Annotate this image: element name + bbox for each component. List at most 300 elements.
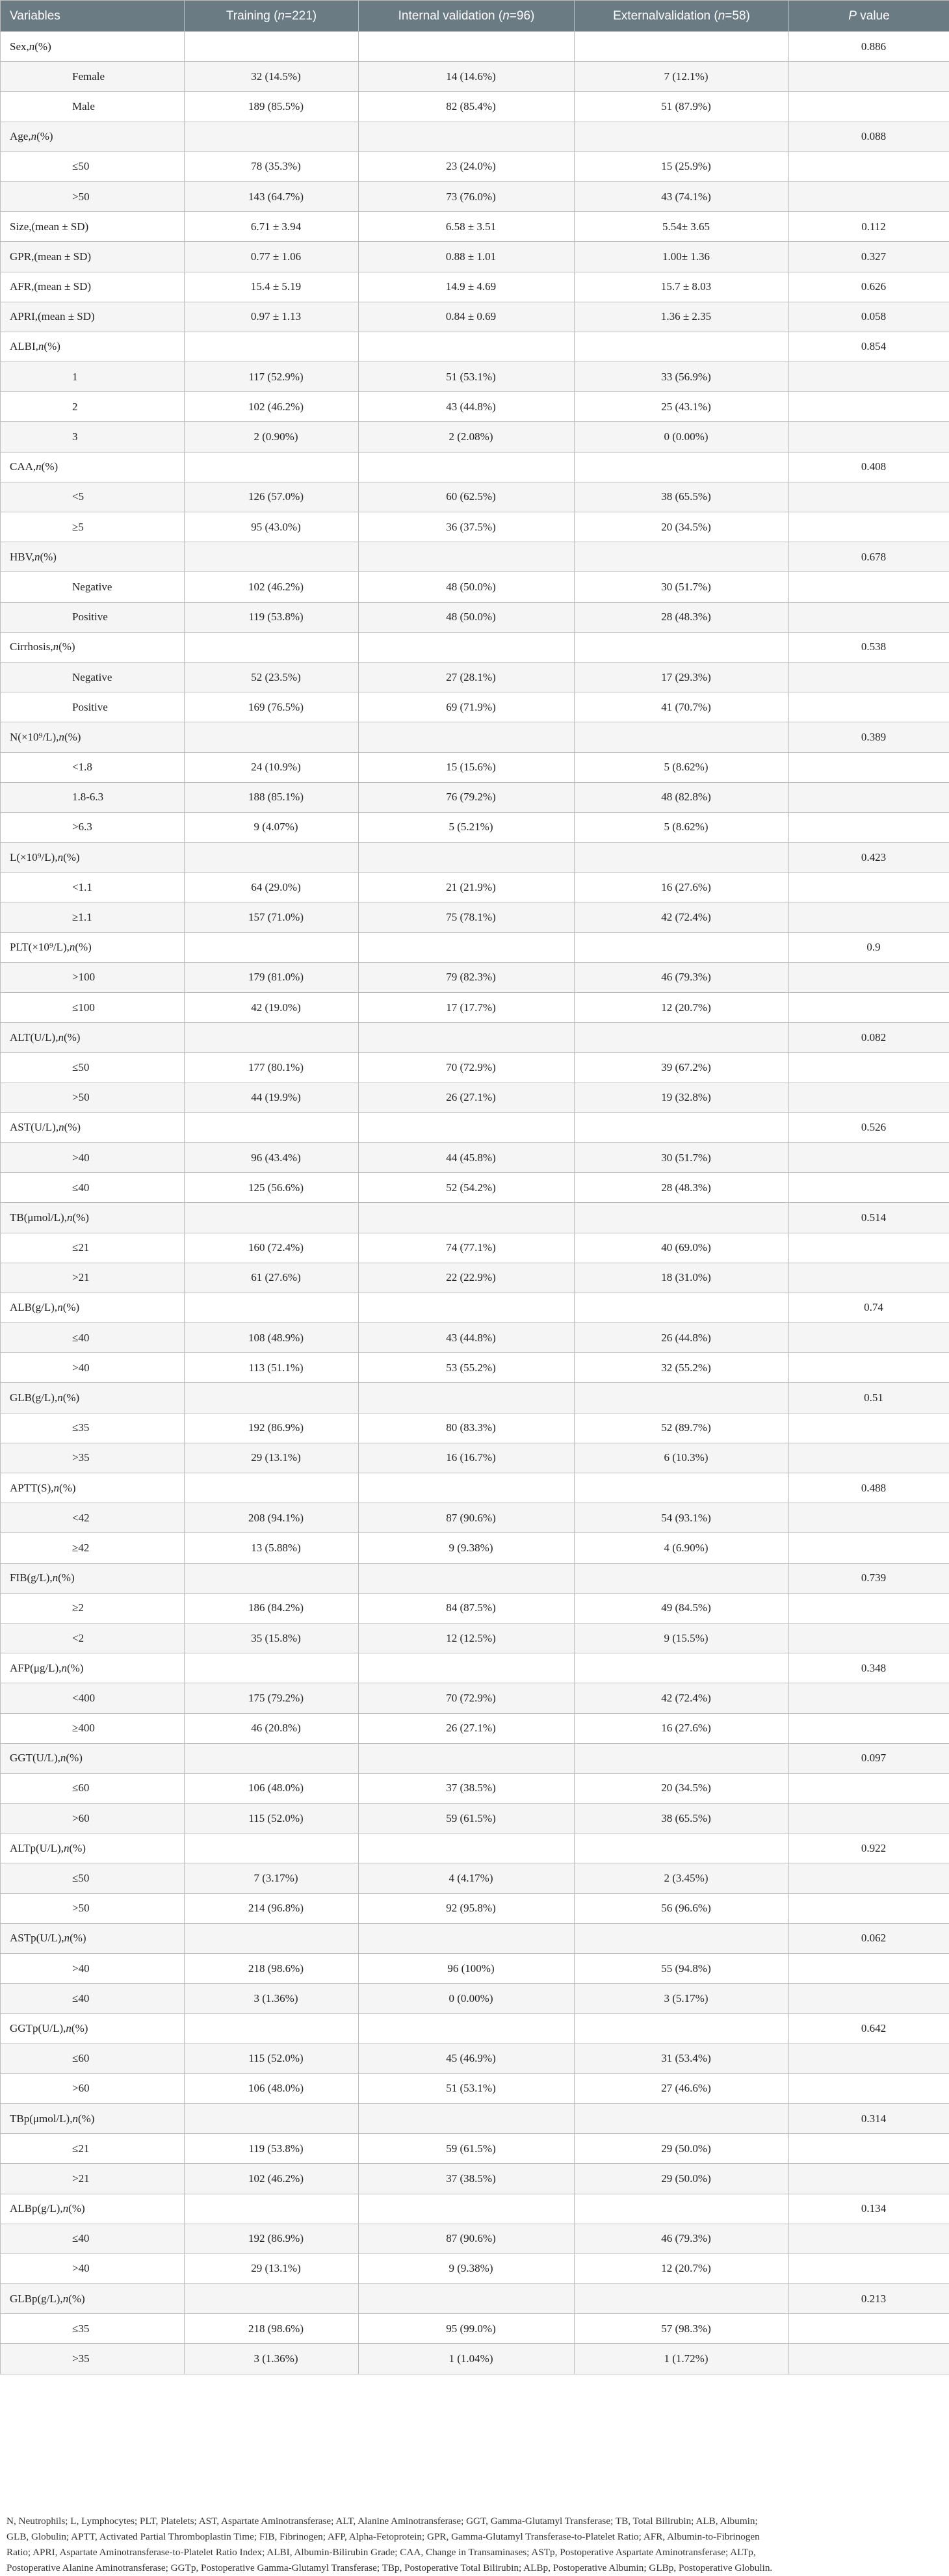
training-cell (185, 1383, 359, 1413)
table-row (1, 2284, 949, 2314)
variable-cell: Size,(mean ± SD) (1, 212, 185, 242)
p-value-cell: 0.408 (789, 452, 949, 482)
p-value-cell (789, 572, 949, 602)
internal-validation-cell: 23 (24.0%) (359, 151, 575, 181)
training-cell: 32 (14.5%) (185, 62, 359, 92)
table-subrow (1, 1413, 949, 1443)
variable-cell: >6.3 (1, 812, 185, 842)
p-value-cell: 0.514 (789, 1203, 949, 1233)
table-row (1, 452, 949, 482)
internal-validation-cell (359, 843, 575, 873)
internal-validation-cell: 87 (90.6%) (359, 2224, 575, 2254)
table-row (1, 1833, 949, 1863)
internal-validation-cell: 16 (16.7%) (359, 1443, 575, 1473)
training-cell: 188 (85.1%) (185, 782, 359, 812)
variable-cell: ≤40 (1, 2224, 185, 2254)
internal-validation-cell (359, 932, 575, 962)
variable-cell: ≥1.1 (1, 902, 185, 932)
training-cell (185, 1833, 359, 1863)
internal-validation-cell (359, 1563, 575, 1593)
training-cell: 192 (86.9%) (185, 2224, 359, 2254)
internal-validation-cell: 4 (4.17%) (359, 1863, 575, 1893)
table-subrow (1, 1353, 949, 1383)
training-cell (185, 452, 359, 482)
external-validation-cell (575, 932, 789, 962)
external-validation-cell (575, 1112, 789, 1142)
p-value-cell (789, 1323, 949, 1353)
internal-validation-cell (359, 1023, 575, 1053)
table-row (1, 1023, 949, 1053)
training-cell (185, 32, 359, 62)
training-cell (185, 2194, 359, 2224)
variable-cell: ≤100 (1, 993, 185, 1023)
internal-validation-cell: 0 (0.00%) (359, 1984, 575, 2014)
variable-cell: >100 (1, 962, 185, 992)
variable-cell: ALB(g/L),n(%) (1, 1293, 185, 1322)
table-subrow (1, 1773, 949, 1803)
p-value-cell: 0.922 (789, 1833, 949, 1863)
internal-validation-cell: 26 (27.1%) (359, 1713, 575, 1743)
training-cell: 44 (19.9%) (185, 1083, 359, 1112)
internal-validation-cell: 51 (53.1%) (359, 2073, 575, 2103)
p-value-cell (789, 422, 949, 452)
training-cell (185, 1203, 359, 1233)
internal-validation-cell: 6.58 ± 3.51 (359, 212, 575, 242)
internal-validation-cell: 14 (14.6%) (359, 62, 575, 92)
internal-validation-cell: 44 (45.8%) (359, 1142, 575, 1172)
table-subrow (1, 692, 949, 722)
training-cell: 102 (46.2%) (185, 572, 359, 602)
external-validation-cell: 41 (70.7%) (575, 692, 789, 722)
p-value-cell: 0.058 (789, 302, 949, 332)
table-row (1, 122, 949, 151)
variable-cell: >60 (1, 1804, 185, 1833)
table-subrow (1, 1804, 949, 1833)
table-subrow (1, 1083, 949, 1112)
training-cell: 117 (52.9%) (185, 362, 359, 392)
external-validation-cell: 30 (51.7%) (575, 1142, 789, 1172)
external-validation-cell: 33 (56.9%) (575, 362, 789, 392)
external-validation-cell: 15.7 ± 8.03 (575, 272, 789, 302)
training-cell (185, 1112, 359, 1142)
table-row (1, 1923, 949, 1953)
external-validation-cell: 4 (6.90%) (575, 1533, 789, 1563)
external-validation-cell: 1 (1.72%) (575, 2344, 789, 2374)
variable-cell: 2 (1, 392, 185, 422)
table-subrow (1, 662, 949, 692)
variable-cell: ALBI,n(%) (1, 332, 185, 361)
p-value-cell (789, 1713, 949, 1743)
internal-validation-cell: 9 (9.38%) (359, 2254, 575, 2283)
table-subrow (1, 2134, 949, 2164)
variable-cell: 1 (1, 362, 185, 392)
p-value-cell (789, 1083, 949, 1112)
p-value-cell (789, 1773, 949, 1803)
training-cell (185, 332, 359, 361)
variable-cell: 3 (1, 422, 185, 452)
external-validation-cell (575, 332, 789, 361)
table-subrow (1, 2224, 949, 2254)
training-cell (185, 632, 359, 662)
internal-validation-cell (359, 1203, 575, 1233)
p-value-cell: 0.213 (789, 2284, 949, 2314)
variable-cell: APRI,(mean ± SD) (1, 302, 185, 332)
training-cell (185, 843, 359, 873)
table-subrow (1, 62, 949, 92)
training-cell: 95 (43.0%) (185, 512, 359, 542)
internal-validation-cell (359, 2103, 575, 2133)
table-row (1, 242, 949, 272)
external-validation-cell: 18 (31.0%) (575, 1263, 789, 1293)
p-value-cell (789, 1863, 949, 1893)
training-cell: 186 (84.2%) (185, 1593, 359, 1623)
internal-validation-cell: 87 (90.6%) (359, 1503, 575, 1533)
variable-cell: >40 (1, 1954, 185, 1984)
variable-cell: GLB(g/L),n(%) (1, 1383, 185, 1413)
variable-cell: ≥42 (1, 1533, 185, 1563)
variable-cell: ALT(U/L),n(%) (1, 1023, 185, 1053)
variable-cell: >35 (1, 1443, 185, 1473)
internal-validation-cell (359, 632, 575, 662)
header-training: Training (n=221) (185, 1, 359, 32)
table-subrow (1, 2254, 949, 2283)
p-value-cell (789, 752, 949, 782)
p-value-cell: 0.739 (789, 1563, 949, 1593)
p-value-cell (789, 1173, 949, 1203)
external-validation-cell: 0 (0.00%) (575, 422, 789, 452)
internal-validation-cell: 73 (76.0%) (359, 181, 575, 211)
table-subrow (1, 362, 949, 392)
internal-validation-cell (359, 2014, 575, 2044)
training-cell: 2 (0.90%) (185, 422, 359, 452)
p-value-cell (789, 1263, 949, 1293)
internal-validation-cell (359, 2284, 575, 2314)
table-row (1, 2014, 949, 2044)
internal-validation-cell: 53 (55.2%) (359, 1353, 575, 1383)
table-subrow (1, 2164, 949, 2194)
variable-cell: Negative (1, 572, 185, 602)
table-subrow (1, 1323, 949, 1353)
internal-validation-cell: 15 (15.6%) (359, 752, 575, 782)
training-cell: 126 (57.0%) (185, 482, 359, 512)
training-cell (185, 1923, 359, 1953)
variable-cell: Age,n(%) (1, 122, 185, 151)
p-value-cell: 0.112 (789, 212, 949, 242)
external-validation-cell: 29 (50.0%) (575, 2134, 789, 2164)
p-value-cell (789, 1443, 949, 1473)
p-value-cell (789, 1503, 949, 1533)
external-validation-cell: 46 (79.3%) (575, 2224, 789, 2254)
training-cell (185, 1293, 359, 1322)
external-validation-cell (575, 542, 789, 572)
training-cell: 169 (76.5%) (185, 692, 359, 722)
training-cell: 214 (96.8%) (185, 1893, 359, 1923)
training-cell: 9 (4.07%) (185, 812, 359, 842)
internal-validation-cell (359, 1923, 575, 1953)
header-external-validation: Externalvalidation (n=58) (575, 1, 789, 32)
table-row (1, 1473, 949, 1503)
p-value-cell (789, 512, 949, 542)
training-cell: 96 (43.4%) (185, 1142, 359, 1172)
table-row (1, 1383, 949, 1413)
footnote-line: N, Neutrophils; L, Lymphocytes; PLT, Platelets; AST, Aspartate Aminotransferase; ALT, Alanine Aminotransferase; GGT, Gamma-Glutamyl Transferase; TB, Total Bilirubin; ALB, Albumin; (6, 2514, 942, 2529)
variable-cell: ≤50 (1, 151, 185, 181)
p-value-cell: 0.526 (789, 1112, 949, 1142)
external-validation-cell: 42 (72.4%) (575, 902, 789, 932)
p-value-cell: 0.9 (789, 932, 949, 962)
training-cell: 102 (46.2%) (185, 2164, 359, 2194)
variable-cell: GLBp(g/L),n(%) (1, 2284, 185, 2314)
table-row (1, 1743, 949, 1773)
external-validation-cell: 25 (43.1%) (575, 392, 789, 422)
internal-validation-cell (359, 1112, 575, 1142)
p-value-cell: 0.423 (789, 843, 949, 873)
internal-validation-cell: 48 (50.0%) (359, 572, 575, 602)
p-value-cell (789, 1053, 949, 1083)
table-subrow (1, 1984, 949, 2014)
p-value-cell (789, 362, 949, 392)
external-validation-cell: 15 (25.9%) (575, 151, 789, 181)
external-validation-cell: 52 (89.7%) (575, 1413, 789, 1443)
training-cell: 218 (98.6%) (185, 2314, 359, 2344)
internal-validation-cell (359, 1833, 575, 1863)
p-value-cell: 0.314 (789, 2103, 949, 2133)
internal-validation-cell: 43 (44.8%) (359, 392, 575, 422)
external-validation-cell (575, 1023, 789, 1053)
table-row (1, 212, 949, 242)
variable-cell: TBp(μmol/L),n(%) (1, 2103, 185, 2133)
p-value-cell (789, 2073, 949, 2103)
external-validation-cell: 40 (69.0%) (575, 1233, 789, 1263)
table-subrow (1, 1893, 949, 1923)
table-row (1, 1112, 949, 1142)
internal-validation-cell: 48 (50.0%) (359, 602, 575, 632)
internal-validation-cell (359, 1743, 575, 1773)
table-subrow (1, 1263, 949, 1293)
variable-cell: CAA,n(%) (1, 452, 185, 482)
external-validation-cell: 28 (48.3%) (575, 602, 789, 632)
internal-validation-cell: 36 (37.5%) (359, 512, 575, 542)
p-value-cell (789, 2224, 949, 2254)
external-validation-cell (575, 1653, 789, 1683)
internal-validation-cell: 76 (79.2%) (359, 782, 575, 812)
external-validation-cell: 1.00± 1.36 (575, 242, 789, 272)
external-validation-cell: 5.54± 3.65 (575, 212, 789, 242)
internal-validation-cell: 92 (95.8%) (359, 1893, 575, 1923)
p-value-cell (789, 873, 949, 902)
p-value-cell (789, 482, 949, 512)
table-subrow (1, 873, 949, 902)
internal-validation-cell (359, 332, 575, 361)
external-validation-cell: 5 (8.62%) (575, 812, 789, 842)
table-row (1, 32, 949, 62)
training-cell: 61 (27.6%) (185, 1263, 359, 1293)
internal-validation-cell: 21 (21.9%) (359, 873, 575, 902)
p-value-cell (789, 662, 949, 692)
variable-cell: >21 (1, 2164, 185, 2194)
header-p-value: P value (789, 1, 949, 32)
table-subrow (1, 392, 949, 422)
internal-validation-cell: 51 (53.1%) (359, 362, 575, 392)
p-value-cell (789, 2254, 949, 2283)
p-value-cell (789, 1142, 949, 1172)
training-cell: 46 (20.8%) (185, 1713, 359, 1743)
training-cell: 29 (13.1%) (185, 1443, 359, 1473)
table-row (1, 1653, 949, 1683)
external-validation-cell: 1.36 ± 2.35 (575, 302, 789, 332)
variable-cell: ≤50 (1, 1053, 185, 1083)
variable-cell: >35 (1, 2344, 185, 2374)
variable-cell: ALTp(U/L),n(%) (1, 1833, 185, 1863)
training-cell: 125 (56.6%) (185, 1173, 359, 1203)
table-row (1, 722, 949, 752)
external-validation-cell: 38 (65.5%) (575, 1804, 789, 1833)
p-value-cell (789, 692, 949, 722)
external-validation-cell: 9 (15.5%) (575, 1623, 789, 1653)
p-value-cell: 0.642 (789, 2014, 949, 2044)
internal-validation-cell: 17 (17.7%) (359, 993, 575, 1023)
training-cell (185, 122, 359, 151)
table-subrow (1, 151, 949, 181)
variable-cell: GGT(U/L),n(%) (1, 1743, 185, 1773)
variable-cell: >40 (1, 2254, 185, 2283)
variable-cell: >60 (1, 2073, 185, 2103)
p-value-cell (789, 392, 949, 422)
training-cell: 0.77 ± 1.06 (185, 242, 359, 272)
internal-validation-cell: 45 (46.9%) (359, 2044, 575, 2073)
variable-cell: >50 (1, 1893, 185, 1923)
variable-cell: ≤40 (1, 1984, 185, 2014)
table-row (1, 1293, 949, 1322)
training-cell: 42 (19.0%) (185, 993, 359, 1023)
p-value-cell (789, 1233, 949, 1263)
p-value-cell: 0.854 (789, 332, 949, 361)
training-cell (185, 722, 359, 752)
internal-validation-cell: 84 (87.5%) (359, 1593, 575, 1623)
internal-validation-cell (359, 1293, 575, 1322)
p-value-cell: 0.678 (789, 542, 949, 572)
external-validation-cell: 20 (34.5%) (575, 512, 789, 542)
external-validation-cell (575, 2103, 789, 2133)
variable-cell: Male (1, 92, 185, 122)
training-cell: 102 (46.2%) (185, 392, 359, 422)
external-validation-cell (575, 452, 789, 482)
training-cell: 13 (5.88%) (185, 1533, 359, 1563)
internal-validation-cell (359, 722, 575, 752)
p-value-cell: 0.062 (789, 1923, 949, 1953)
external-validation-cell (575, 32, 789, 62)
variable-cell: ≤35 (1, 1413, 185, 1443)
external-validation-cell: 49 (84.5%) (575, 1593, 789, 1623)
table-subrow (1, 1863, 949, 1893)
external-validation-cell (575, 843, 789, 873)
variable-cell: ALBp(g/L),n(%) (1, 2194, 185, 2224)
training-cell (185, 1743, 359, 1773)
variable-cell: <2 (1, 1623, 185, 1653)
table-subrow (1, 1173, 949, 1203)
variable-cell: <42 (1, 1503, 185, 1533)
variable-cell: PLT(×10⁹/L),n(%) (1, 932, 185, 962)
variable-cell: >40 (1, 1142, 185, 1172)
variable-cell: <400 (1, 1683, 185, 1713)
external-validation-cell: 17 (29.3%) (575, 662, 789, 692)
p-value-cell: 0.626 (789, 272, 949, 302)
training-cell: 7 (3.17%) (185, 1863, 359, 1893)
training-cell: 175 (79.2%) (185, 1683, 359, 1713)
external-validation-cell (575, 1293, 789, 1322)
p-value-cell: 0.097 (789, 1743, 949, 1773)
table-subrow (1, 1713, 949, 1743)
internal-validation-cell: 14.9 ± 4.69 (359, 272, 575, 302)
p-value-cell: 0.51 (789, 1383, 949, 1413)
training-cell (185, 932, 359, 962)
table-subrow (1, 1503, 949, 1533)
p-value-cell (789, 812, 949, 842)
internal-validation-cell: 27 (28.1%) (359, 662, 575, 692)
table-body (1, 32, 949, 2374)
variable-cell: Positive (1, 602, 185, 632)
training-cell: 106 (48.0%) (185, 1773, 359, 1803)
training-cell: 157 (71.0%) (185, 902, 359, 932)
training-cell (185, 1563, 359, 1593)
variable-cell: 1.8-6.3 (1, 782, 185, 812)
external-validation-cell: 16 (27.6%) (575, 1713, 789, 1743)
footnote-line: Postoperative Alanine Aminotransferase; GGTp, Postoperative Gamma-Glutamyl Transferase; TBp, Postoperative Total Bilirubin; ALBp, Postoperative Albumin; GLBp, Postoperative Globulin. (6, 2560, 942, 2576)
internal-validation-cell: 2 (2.08%) (359, 422, 575, 452)
p-value-cell: 0.327 (789, 242, 949, 272)
table-row (1, 1563, 949, 1593)
variable-cell: Positive (1, 692, 185, 722)
external-validation-cell (575, 632, 789, 662)
internal-validation-cell: 70 (72.9%) (359, 1683, 575, 1713)
external-validation-cell: 39 (67.2%) (575, 1053, 789, 1083)
variable-cell: AST(U/L),n(%) (1, 1112, 185, 1142)
table-subrow (1, 752, 949, 782)
external-validation-cell (575, 2014, 789, 2044)
external-validation-cell: 20 (34.5%) (575, 1773, 789, 1803)
variable-cell: ≥400 (1, 1713, 185, 1743)
external-validation-cell (575, 1563, 789, 1593)
table-subrow (1, 92, 949, 122)
external-validation-cell: 29 (50.0%) (575, 2164, 789, 2194)
internal-validation-cell: 9 (9.38%) (359, 1533, 575, 1563)
internal-validation-cell (359, 1383, 575, 1413)
external-validation-cell: 56 (96.6%) (575, 1893, 789, 1923)
training-cell (185, 1023, 359, 1053)
internal-validation-cell: 52 (54.2%) (359, 1173, 575, 1203)
external-validation-cell (575, 122, 789, 151)
table-row (1, 632, 949, 662)
table-row (1, 272, 949, 302)
training-cell: 35 (15.8%) (185, 1623, 359, 1653)
external-validation-cell: 26 (44.8%) (575, 1323, 789, 1353)
training-cell: 64 (29.0%) (185, 873, 359, 902)
internal-validation-cell: 26 (27.1%) (359, 1083, 575, 1112)
internal-validation-cell: 37 (38.5%) (359, 1773, 575, 1803)
p-value-cell (789, 2314, 949, 2344)
variable-cell: N(×10⁹/L),n(%) (1, 722, 185, 752)
p-value-cell (789, 1353, 949, 1383)
training-cell: 3 (1.36%) (185, 2344, 359, 2374)
internal-validation-cell (359, 122, 575, 151)
table-subrow (1, 181, 949, 211)
table-subrow (1, 1533, 949, 1563)
internal-validation-cell: 95 (99.0%) (359, 2314, 575, 2344)
table-subrow (1, 572, 949, 602)
variable-cell: L(×10⁹/L),n(%) (1, 843, 185, 873)
training-cell: 218 (98.6%) (185, 1954, 359, 1984)
internal-validation-cell: 80 (83.3%) (359, 1413, 575, 1443)
